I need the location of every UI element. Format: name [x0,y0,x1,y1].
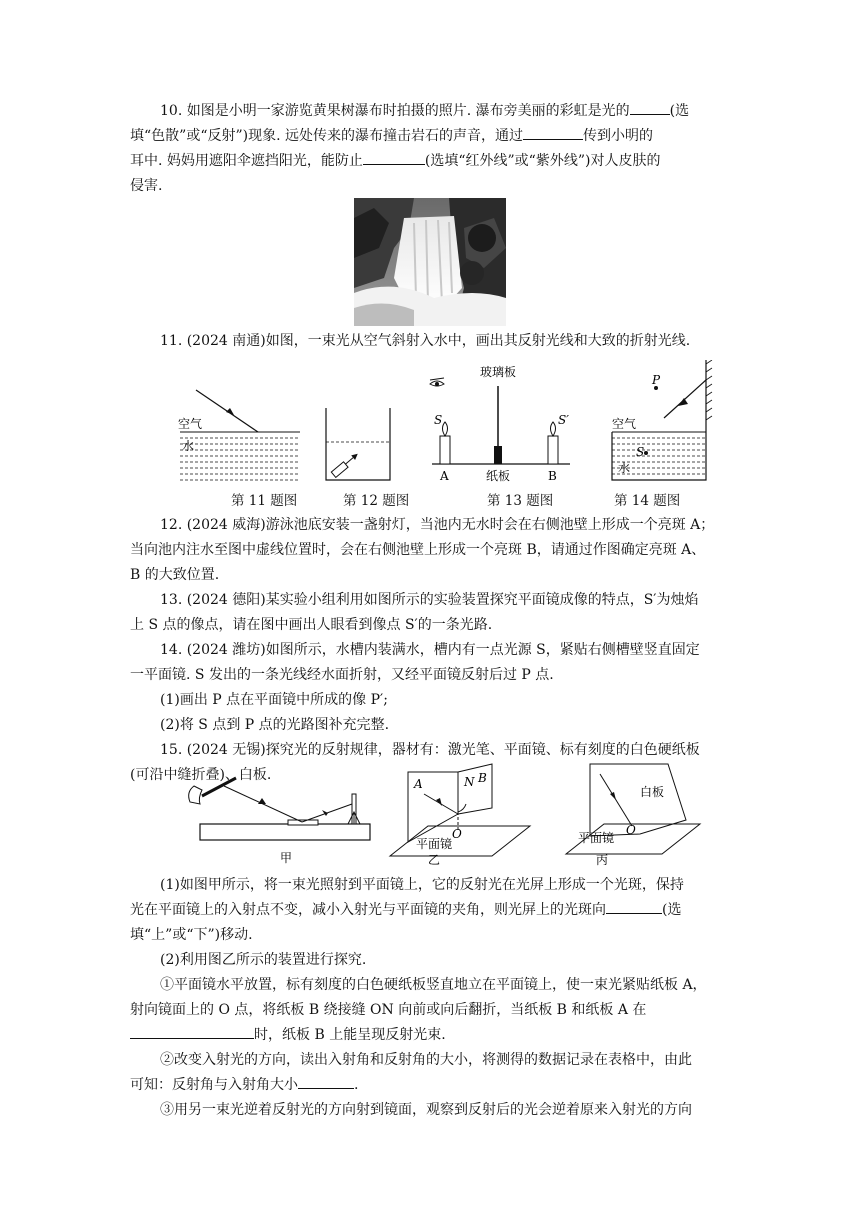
fig-jia-label: 甲 [280,851,293,865]
fig-yi-label: 乙 [428,853,441,867]
fig-bing-label: 丙 [596,853,609,867]
q10-line1: 10. 如图是小明一家游览黄果树瀑布时拍摄的照片. 瀑布旁美丽的彩虹是光的 (选 [130,99,730,124]
q12-line1: 12. (2024 威海)游泳池底安装一盏射灯，当池内无水时会在右侧池壁上形成一个亮斑 A； [160,517,715,533]
q15-p1-line1: (1)如图甲所示，将一束光照射到平面镜上，它的反射光在光屏上形成一个光斑，保持 [160,877,684,893]
fig-jia-diagram [189,778,370,865]
fig13-S-label: S [434,413,443,427]
q15-p1-line2: 光在平面镜上的入射点不变，减小入射光与平面镜的夹角，则光屏上的光斑向 (选 [130,898,730,923]
q15-p2b-line1: ②改变入射光的方向，读出入射角和反射角的大小，将测得的数据记录在表格中，由此 [160,1052,692,1068]
q15-p1-line3: 填“上”或“下”)移动. [130,927,253,943]
fig11-water-label: 水 [182,439,195,453]
q13-line2: 上 S 点的像点，请在图中画出人眼看到像点 S′的一条光路. [130,617,493,633]
fig11-caption: 第 11 题图 [231,493,298,509]
answer-blank[interactable] [130,1024,254,1039]
answer-blank[interactable] [363,150,425,165]
answer-blank[interactable] [298,1074,354,1089]
q10-line4: 侵害. [130,178,163,194]
figures-row-1 [160,360,720,488]
q15-p2c-line1: ③用另一束光逆着反射光的方向射到镜面，观察到反射后的光会逆着原来入射光的方向 [160,1102,692,1118]
q15-line1: 15. (2024 无锡)探究光的反射规律，器材有：激光笔、平面镜、标有刻度的白色硬纸板 [160,742,700,758]
fig-yi-diagram [390,764,530,867]
fig13-S-image-label: S′ [558,413,569,427]
answer-blank[interactable] [523,125,583,140]
fig13-glass-label: 玻璃板 [480,365,517,379]
fig13-paper-label: 纸板 [486,469,511,483]
q15-p2a-line3: 时，纸板 B 上能呈现反射光束. [130,1023,730,1048]
q15-p2: (2)利用图乙所示的装置进行探究. [160,952,367,968]
q12-line3: B 的大致位置. [130,567,220,583]
fig-yi-mirror-label: 平面镜 [416,837,453,851]
fig13-A-label: A [440,469,449,483]
q11-text: 11. (2024 南通)如图，一束光从空气斜射入水中，画出其反射光线和大致的折射光线. [160,333,691,349]
fig-bing-whiteboard-label: 白板 [640,785,665,799]
fig14-P-label: P [652,373,661,387]
q14-sub2: (2)将 S 点到 P 点的光路图补充完整. [160,717,390,733]
fig14-air-label: 空气 [612,417,637,431]
q14-sub1: (1)画出 P 点在平面镜中所成的像 P′; [160,692,388,708]
fig-yi-N-label: N [464,775,475,789]
q15-p2b-line2: 可知：反射角与入射角大小 . [130,1073,730,1098]
fig13-diagram [430,364,570,483]
fig12-caption: 第 12 题图 [343,493,410,509]
fig13-caption: 第 13 题图 [487,493,554,509]
fig11-diagram [178,390,300,480]
q14-line2: 一平面镜. S 发出的一条光线经水面折射，又经平面镜反射后过 P 点. [130,667,554,683]
q10-line2: 填“色散”或“反射”)现象. 远处传来的瀑布撞击岩石的声音，通过 传到小明的 [130,124,730,149]
q12-line2: 当向池内注水至图中虚线位置时，会在右侧池壁上形成一个亮斑 B，请通过作图确定亮斑 A、 [130,542,706,558]
fig-bing-diagram [566,764,700,867]
answer-blank[interactable] [630,100,670,115]
fig14-water-label: 水 [618,461,631,475]
answer-blank[interactable] [606,899,662,914]
fig-bing-O-label: O [626,823,636,837]
q15-line2: (可沿中缝折叠)、白板. [130,767,272,783]
fig12-diagram [326,408,390,480]
fig-yi-O-label: O [452,827,462,841]
q15-p2a-line2: 射向镜面上的 O 点，将纸板 B 绕接缝 ON 向前或向后翻折，当纸板 B 和纸板 A 在 [130,1002,647,1018]
q14-line1: 14. (2024 潍坊)如图所示，水槽内装满水，槽内有一点光源 S，紧贴右侧槽壁竖直固定 [160,642,700,658]
fig-bing-mirror-label: 平面镜 [578,831,615,845]
fig-yi-B-label: B [478,771,487,785]
q15-p2a-line1: ①平面镜水平放置，标有刻度的白色硬纸板竖直地立在平面镜上，使一束光紧贴纸板 A， [160,977,707,993]
fig13-B-label: B [548,469,557,483]
fig14-S-label: S [636,445,645,459]
figures-row-2 [180,760,710,870]
q10-line3: 耳中. 妈妈用遮阳伞遮挡阳光，能防止 (选填“红外线”或“紫外线”)对人皮肤的 [130,149,730,174]
q13-line1: 13. (2024 德阳)某实验小组利用如图所示的实验装置探究平面镜成像的特点，S′为烛焰 [160,592,699,608]
fig14-diagram [612,360,712,480]
waterfall-photo [354,198,506,326]
fig-yi-A-label: A [414,777,423,791]
fig11-air-label: 空气 [178,417,203,431]
fig14-caption: 第 14 题图 [614,493,681,509]
